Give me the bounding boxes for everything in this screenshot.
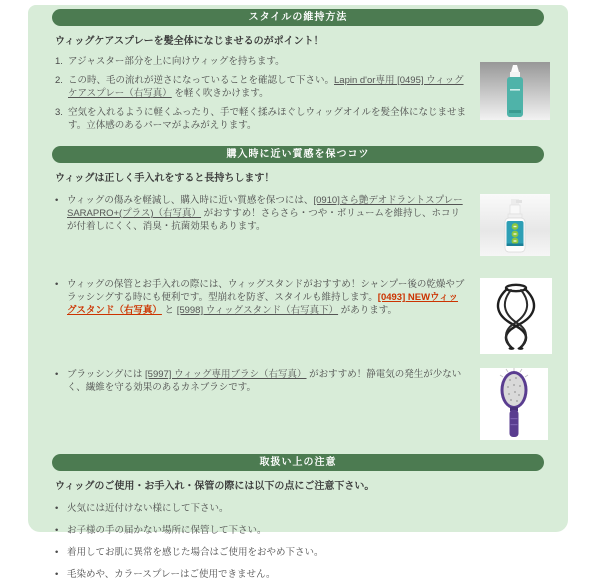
bullet-item-wig-stand — [55, 278, 480, 360]
link-wig-care-spray[interactable]: Lapin d'or専用 [0495] ウィッグケアスプレー（右写真） — [68, 75, 464, 99]
link-new-wig-stand[interactable]: [0493] NEWウィッグスタンド（右写真） — [67, 292, 458, 316]
bullet-text-pre: ブラッシングには — [67, 369, 146, 380]
bullet-mark: • — [55, 369, 59, 380]
wig-care-spray-photo — [480, 62, 550, 138]
deodorant-spray-photo — [480, 194, 550, 270]
wig-stand-photo — [480, 278, 550, 360]
wig-brush-photo — [480, 368, 550, 446]
texture-row-deodorant — [55, 194, 550, 270]
bullet-text-post: がおすすめ！静電気の発生が少ないく、繊維を守る効果のあるカネブラシです。 — [67, 369, 462, 393]
step-text-post: を軽く吹きかけます。 — [171, 88, 269, 99]
step-number: 2. — [55, 75, 63, 86]
texture-section-intro: ウィッグは正しく手入れをすると長持ちします！ — [55, 173, 275, 184]
bullet-mark: • — [55, 195, 59, 206]
step-number: 1. — [55, 56, 63, 67]
bullet-mark: • — [55, 525, 59, 536]
texture-row-brush — [55, 368, 550, 446]
caution-text: 毛染めや、カラースプレーはご使用できません。 — [67, 569, 276, 580]
step-item-3 — [55, 106, 466, 132]
bullet-text-pre: ウィッグの傷みを軽減し、購入時に近い質感を保つには、 — [67, 195, 314, 206]
bullet-mark: • — [55, 569, 59, 580]
link-wig-brush[interactable]: [5997] ウィッグ専用ブラシ（右写真） — [145, 369, 307, 380]
bullet-mark: • — [55, 547, 59, 558]
step-number: 3. — [55, 107, 63, 118]
caution-item-skin — [55, 546, 550, 559]
bullet-text-mid: と — [161, 305, 177, 316]
caution-text: お子様の手の届かない場所に保管して下さい。 — [67, 525, 267, 536]
section-header-cautions: 取扱い上の注意 — [52, 454, 544, 471]
texture-row-wig-stand — [55, 278, 550, 360]
bullet-text-post: があります。 — [338, 305, 397, 316]
care-guide-panel — [28, 5, 568, 580]
step-text-pre: この時、毛の流れが逆さになっていることを確認して下さい。 — [68, 75, 335, 86]
caution-list — [55, 502, 550, 581]
caution-item-dye — [55, 568, 550, 581]
step-item-1 — [55, 55, 466, 68]
section-header-keep-texture: 購入時に近い質感を保つコツ — [52, 146, 544, 163]
bullet-text-post: がおすすめ！さらさら・つや・ボリュームを維持し、ホコリが付着しにくく、消臭・抗菌効果もあります。 — [67, 208, 460, 232]
step-text — [68, 74, 466, 100]
link-deodorant-spray[interactable]: [0910]さら艶デオドラントスプレー SARAPRO+(プラス)（右写真） — [67, 195, 463, 219]
bullet-item-deodorant — [55, 194, 480, 270]
caution-item-fire — [55, 502, 550, 515]
style-section-intro: ウィッグケアスプレーを髪全体になじませるのがポイント！ — [55, 36, 324, 47]
caution-item-children — [55, 524, 550, 537]
caution-section-intro: ウィッグのご使用・お手入れ・保管の際には以下の点にご注意下さい。 — [55, 481, 375, 492]
step-text: アジャスター部分を上に向けウィッグを持ちます。 — [68, 56, 285, 67]
step-text: 空気を入れるように軽くふったり、手で軽く揉みほぐしウィッグオイルを髪全体になじませます。立体感のあるパーマがよみがえります。 — [68, 107, 466, 131]
bullet-mark: • — [55, 279, 59, 290]
caution-text: 火気には近付けない様にして下さい。 — [67, 503, 229, 514]
bullet-item-brush — [55, 368, 480, 446]
section-header-style-maintenance: スタイルの維持方法 — [52, 9, 544, 26]
caution-text: 着用してお肌に異常を感じた場合はご使用をおやめ下さい。 — [67, 547, 324, 558]
style-steps-list — [55, 55, 480, 138]
bullet-text-pre: ウィッグの保管とお手入れの際には、ウィッグスタンドがおすすめ！シャンプー後の乾燥やブラッシングする時にも便利です。型崩れを防ぎ、スタイルも維持します。 — [67, 279, 465, 303]
link-wig-stand-5998[interactable]: [5998] ウィッグスタンド（右写真下） — [176, 305, 339, 316]
bullet-mark: • — [55, 503, 59, 514]
step-item-2 — [55, 74, 466, 100]
